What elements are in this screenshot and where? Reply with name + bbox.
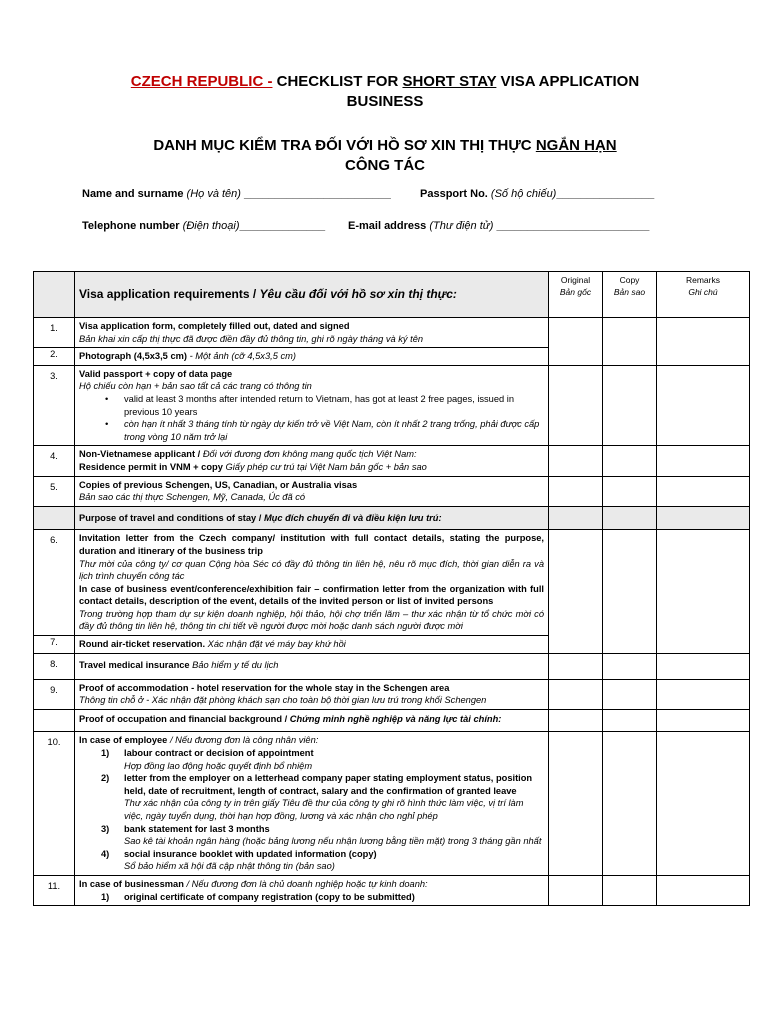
sub-item-vn: Thư xác nhận của công ty in trên giấy Tiêu đề thư của công ty ghi rõ hình thức làm việc, vị trí làm việc, ngày tuyển dụng, thời hạn hợp đồng, lương và xác nhận cho nghỉ phép (124, 798, 524, 821)
row-text-en: Residence permit in VNM + copy (79, 461, 223, 472)
remarks-cell[interactable] (657, 679, 750, 709)
row-text-vn: Bản khai xin cấp thị thực đã được điền đầy đủ thông tin, ghi rõ ngày tháng và ký tên (79, 333, 424, 344)
remarks-label-vn: Ghi chú (688, 287, 718, 297)
title-vn-part: DANH MỤC KIỂM TRA ĐỐI VỚI HỒ SƠ XIN THỊ THỰC (153, 137, 536, 154)
row-number: 7. (34, 636, 75, 654)
phone-label: Telephone number (82, 220, 180, 232)
row-content (75, 476, 549, 506)
phone-label-vn: (Điện thoại) (182, 220, 240, 232)
remarks-cell[interactable] (657, 732, 750, 876)
table-row (34, 365, 750, 446)
remarks-cell[interactable] (657, 446, 750, 476)
row-text-en: Valid passport + copy of data page (79, 368, 233, 379)
original-checkbox[interactable] (549, 365, 603, 446)
original-checkbox[interactable] (549, 318, 603, 366)
copy-checkbox[interactable] (603, 679, 657, 709)
title-vn (0, 136, 770, 156)
passport-label-vn: (Số hộ chiếu) (490, 188, 557, 200)
section-cell (549, 709, 603, 732)
sub-item-vn: Sổ bảo hiểm xã hội đã cập nhật thông tin (bản sao) (124, 861, 335, 872)
row-number: 11. (34, 875, 75, 905)
original-checkbox[interactable] (549, 875, 603, 905)
table-row (34, 875, 750, 905)
section-cell (603, 506, 657, 530)
title-vn-short: NGẮN HẠN (535, 137, 617, 154)
row-text-vn: Trong trường hợp tham dự sự kiện doanh nghiệp, hội thảo, hội chợ triển lãm – thư xác nhận từ tổ chức mời có đầy đủ thông tin liên hệ, thông tin chi tiết về người được mời hoặc danh sách người được mời (79, 608, 544, 632)
row-text-vn: Xác nhận đặt vé máy bay khứ hồi (205, 639, 346, 650)
section-row (34, 506, 750, 530)
row-text-en: Copies of previous Schengen, US, Canadian, or Australia visas (79, 479, 358, 490)
original-checkbox[interactable] (549, 530, 603, 653)
copy-checkbox[interactable] (603, 653, 657, 679)
sub-item-vn: Hợp đồng lao động hoặc quyết định bổ nhiệm (124, 760, 313, 771)
phone-field[interactable] (82, 220, 325, 232)
row-content (75, 318, 549, 348)
row-text-vn: / Nếu đương đơn là chủ doanh nghiệp hoặc tự kinh doanh: (183, 878, 428, 889)
row-number: 8. (34, 653, 75, 679)
row-content (75, 365, 549, 446)
row-text-en: Invitation letter from the Czech company/ institution with full contact details, stating the purpose, duration and itinerary of the business trip (79, 533, 544, 556)
copy-checkbox[interactable] (603, 732, 657, 876)
row-text-vn: Bảo hiểm y tế du lịch (189, 659, 279, 670)
remarks-cell[interactable] (657, 653, 750, 679)
row-text-vn: Thư mời của công ty/ cơ quan Cộng hòa Séc có đầy đủ thông tin liên hệ, nêu rõ mục đích, thời gian diễn ra và lịch trình chuyến công tác (79, 558, 544, 582)
section-cell (549, 506, 603, 530)
original-checkbox[interactable] (549, 476, 603, 506)
email-label: E-mail address (348, 220, 427, 232)
section-row (34, 709, 750, 732)
title-en (0, 72, 770, 92)
sub-item-num: 2) (101, 773, 110, 784)
original-checkbox[interactable] (549, 446, 603, 476)
sub-item (79, 891, 544, 904)
row-text-vn: - Một ảnh (cỡ 4,5x3,5 cm) (186, 351, 296, 362)
sub-item-en: original certificate of company registration (copy to be submitted) (124, 891, 415, 902)
copy-checkbox[interactable] (603, 318, 657, 366)
section-num-cell (34, 709, 75, 732)
row-text-vn: / Nếu đương đơn là công nhân viên: (167, 735, 319, 746)
row-content (75, 636, 549, 654)
table-row (34, 679, 750, 709)
section-cell (657, 506, 750, 530)
remarks-cell[interactable] (657, 318, 750, 366)
original-label-vn: Bản gốc (559, 287, 592, 297)
copy-checkbox[interactable] (603, 476, 657, 506)
sub-item-num: 1) (101, 748, 110, 759)
sub-item-vn: Sao kê tài khoản ngân hàng (hoặc bảng lương nếu nhận lương bằng tiền mặt) trong 3 tháng gần nhất (124, 836, 542, 847)
row-number: 4. (34, 446, 75, 476)
section-cell (603, 709, 657, 732)
original-label: Original (560, 275, 591, 285)
title-country: CZECH REPUBLIC - (130, 73, 273, 90)
remarks-label: Remarks (685, 275, 720, 285)
bullet-item: • còn hạn ít nhất 3 tháng tính từ ngày dự kiến trở về Việt Nam, còn ít nhất 2 trang trống, phải được cấp trong vòng 10 năm trở lại (79, 418, 544, 443)
row-number: 3. (34, 365, 75, 446)
original-checkbox[interactable] (549, 679, 603, 709)
sub-item-en: labour contract or decision of appointment (124, 748, 314, 759)
row-text-en: In case of business event/conference/exhibition fair – confirmation letter from the organization with full contact details, description of the event, details of the invited person or list of invited persons (79, 583, 544, 607)
sub-item-en: letter from the employer on a letterhead company paper stating employment status, position held, date of recruitment, length of contract, salary and the confirmation of granted leave (124, 773, 533, 796)
table-row (34, 318, 750, 348)
phone-blank[interactable]: ______________ (239, 220, 326, 232)
title-part: CHECKLIST FOR (272, 73, 403, 90)
row-number: 6. (34, 530, 75, 636)
copy-label: Copy (619, 275, 640, 285)
row-text-en: Photograph (4,5x3,5 cm) (79, 351, 187, 362)
row-text-en: Proof of accommodation - hotel reservation for the whole stay in the Schengen area (79, 682, 450, 693)
table-row (34, 653, 750, 679)
remarks-cell[interactable] (657, 530, 750, 653)
section-occupation (75, 709, 549, 732)
copy-label-vn: Bản sao (613, 287, 646, 297)
header-requirements (75, 272, 549, 318)
header-num-cell (34, 272, 75, 318)
title-part: VISA APPLICATION (496, 73, 640, 90)
sub-item-en: bank statement for last 3 months (124, 823, 270, 834)
title-vn-business: CÔNG TÁC (345, 157, 425, 174)
row-text-en: Round air-ticket reservation. (79, 639, 206, 650)
row-number: 10. (34, 732, 75, 876)
section-title-vn: Mục đích chuyến đi và điều kiện lưu trú: (263, 512, 442, 523)
row-text-vn: Thông tin chỗ ở - Xác nhận đặt phòng khách sạn cho toàn bộ thời gian lưu trú trong khối Schengen (79, 695, 487, 706)
table-row (34, 446, 750, 476)
sub-item (79, 747, 544, 772)
header-copy (603, 272, 657, 318)
header-req-en: Visa application requirements / (79, 287, 260, 302)
table-row (34, 732, 750, 876)
section-purpose (75, 506, 549, 530)
row-text-en: In case of businessman (79, 878, 184, 889)
header-remarks (657, 272, 750, 318)
original-checkbox[interactable] (549, 732, 603, 876)
title-short-stay: SHORT STAY (402, 73, 497, 90)
email-blank[interactable]: _________________________ (496, 220, 650, 232)
passport-blank[interactable]: ________________ (556, 188, 655, 200)
copy-checkbox[interactable] (603, 530, 657, 653)
name-field[interactable] (82, 188, 391, 200)
row-text-vn: Đối với đương đơn không mang quốc tịch Việt Nam: (202, 449, 417, 460)
sub-item-num: 4) (101, 848, 110, 859)
section-title-en: Purpose of travel and conditions of stay / (79, 512, 264, 523)
name-blank[interactable]: ________________________ (244, 188, 391, 200)
row-text-en: Non-Vietnamese applicant / (79, 449, 203, 460)
bullet-item: • valid at least 3 months after intended return to Vietnam, has got at least 2 free pages, issued in previous 10 years (79, 393, 544, 418)
row-content (75, 732, 549, 876)
title-business: BUSINESS (346, 93, 424, 110)
row-content (75, 679, 549, 709)
sub-item (79, 772, 544, 822)
row-text-vn: Bản sao các thị thực Schengen, Mỹ, Canada, Úc đã có (79, 492, 306, 503)
email-label-vn: (Thư điện tử) (429, 220, 494, 232)
table-header-row (34, 272, 750, 318)
header-req-vn: Yêu cầu đối với hồ sơ xin thị thực: (259, 287, 457, 302)
row-text-en: In case of employee (79, 735, 168, 746)
sub-item (79, 823, 544, 848)
row-content (75, 530, 549, 636)
row-content (75, 348, 549, 366)
copy-checkbox[interactable] (603, 875, 657, 905)
row-number: 2. (34, 348, 75, 366)
email-field[interactable] (348, 220, 649, 232)
row-text-vn: Giấy phép cư trú tại Việt Nam bản gốc + bản sao (222, 461, 427, 472)
name-label: Name and surname (82, 188, 184, 200)
remarks-cell[interactable] (657, 875, 750, 905)
row-content (75, 875, 549, 905)
passport-field[interactable] (420, 188, 654, 200)
remarks-cell[interactable] (657, 476, 750, 506)
passport-label: Passport No. (420, 188, 488, 200)
row-number: 9. (34, 679, 75, 709)
original-checkbox[interactable] (549, 653, 603, 679)
sub-item-num: 3) (101, 823, 110, 834)
section-title-vn: Chứng minh nghề nghiệp và năng lực tài chính: (289, 713, 502, 724)
sub-item-num: 1) (101, 891, 110, 902)
copy-checkbox[interactable] (603, 365, 657, 446)
section-num-cell (34, 506, 75, 530)
header-original (549, 272, 603, 318)
sub-item (79, 848, 544, 873)
row-text-vn: Hộ chiếu còn hạn + bản sao tất cả các trang có thông tin (79, 381, 312, 392)
name-label-vn: (Họ và tên) (186, 188, 241, 200)
row-number: 5. (34, 476, 75, 506)
row-number: 1. (34, 318, 75, 348)
section-cell (657, 709, 750, 732)
table-row (34, 476, 750, 506)
checklist-table (33, 271, 750, 906)
sub-item-en: social insurance booklet with updated information (copy) (124, 848, 377, 859)
copy-checkbox[interactable] (603, 446, 657, 476)
row-text-en: Visa application form, completely filled out, dated and signed (79, 321, 350, 331)
row-text-en: Travel medical insurance (79, 659, 190, 670)
remarks-cell[interactable] (657, 365, 750, 446)
section-title-en: Proof of occupation and financial background / (79, 713, 290, 724)
row-content (75, 653, 549, 679)
row-content (75, 446, 549, 476)
table-row (34, 530, 750, 636)
